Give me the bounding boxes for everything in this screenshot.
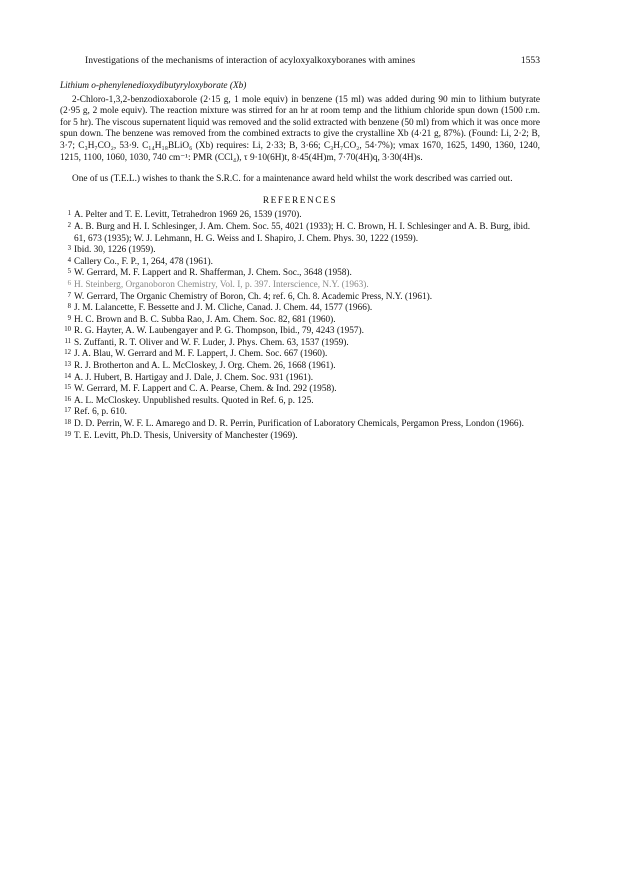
reference-item [60, 268, 540, 280]
reference-number: 2 [67, 221, 71, 229]
reference-number: 3 [67, 245, 71, 253]
reference-item [60, 315, 540, 327]
reference-number: 6 [67, 279, 71, 287]
reference-text: J. M. Lalancette, F. Bessette and J. M. Cliche, Canad. J. Chem. 44, 1577 (1966). [74, 303, 373, 314]
reference-item [60, 280, 540, 292]
reference-item [60, 292, 540, 304]
reference-number: 9 [67, 314, 71, 322]
reference-text: H. Steinberg, Organoboron Chemistry, Vol. I, p. 397. Interscience, N.Y. (1963). [74, 279, 369, 290]
reference-text: Callery Co., F. P., 1, 264, 478 (1961). [74, 256, 213, 267]
reference-item [60, 257, 540, 269]
running-title: Investigations of the mechanisms of interaction of acyloxyalkoxyboranes with amines [85, 55, 416, 66]
reference-item [60, 210, 540, 222]
reference-text: T. E. Levitt, Ph.D. Thesis, University of Manchester (1969). [74, 430, 298, 441]
reference-number: 4 [67, 256, 71, 264]
reference-number: 11 [64, 337, 71, 345]
acknowledgement: One of us (T.E.L.) wishes to thank the S.R.C. for a maintenance award held whilst the work described was carried out. [72, 174, 513, 185]
reference-number: 5 [67, 268, 71, 276]
references-heading: REFERENCES [262, 195, 338, 206]
reference-number: 8 [67, 303, 71, 311]
reference-text: W. Gerrard, M. F. Lappert and R. Shafferman, J. Chem. Soc., 3648 (1958). [74, 268, 352, 279]
reference-number: 18 [64, 419, 71, 427]
reference-list [60, 210, 540, 442]
reference-item [60, 303, 540, 315]
experimental-paragraph: 2-Chloro-1,3,2-benzodioxaborole (2·15 g, 1 mole equiv) in benzene (15 ml) was added during 90 min to lithium butyrate (2·95 g, 2 mole equiv). The reaction mixture was stirred for an hr at room temp and the lithium chloride spun down (1500 r.m. for 5 hr). The viscous supernatent liquid was removed and the solid extracted with benzene (50 ml) from which it was once more spun down. The benzene was removed from the combined extracts to give the crystalline Xb (4·21 g, 87%). (Found: Li, 2·2; B, 3·7; C₃H₇CO₂, 53·9. C₁₄H₁₈BLiO₆ (Xb) requires: Li, 2·33; B, 3·66; C₃H₇CO₂, 54·7%); νmax 1670, 1625, 1490, 1360, 1240, 1215, 1100, 1060, 1030, 740 cm⁻¹: PMR (CCl₄), τ 9·10(6H)t, 8·45(4H)m, 7·70(4H)q, 3·30(4H)s. [60, 94, 540, 163]
reference-number: 17 [64, 407, 71, 415]
reference-text: H. C. Brown and B. C. Subba Rao, J. Am. Chem. Soc. 82, 681 (1960). [74, 314, 336, 325]
reference-item [60, 431, 540, 443]
reference-item [60, 407, 540, 419]
reference-number: 16 [64, 395, 71, 403]
reference-item [60, 419, 540, 431]
reference-text: W. Gerrard, The Organic Chemistry of Boron, Ch. 4; ref. 6, Ch. 8. Academic Press, N.Y. (1961). [74, 291, 433, 302]
reference-text: J. A. Blau, W. Gerrard and M. F. Lappert, J. Chem. Soc. 667 (1960). [74, 349, 328, 360]
reference-number: 13 [64, 361, 71, 369]
reference-text: Ref. 6, p. 610. [74, 407, 127, 418]
reference-text: R. G. Hayter, A. W. Laubengayer and P. G. Thompson, Ibid., 79, 4243 (1957). [74, 326, 364, 337]
page-body [60, 81, 540, 442]
reference-number: 10 [64, 326, 71, 334]
reference-number: 15 [64, 384, 71, 392]
reference-text: A. B. Burg and H. I. Schlesinger, J. Am. Chem. Soc. 55, 4021 (1933); H. C. Brown, H. I. Schlesinger and A. B. Burg, ibid. 61, 673 (1935); W. J. Lehmann, H. G. Weiss and I. Shapiro, J. Chem. Phys. 30, 1222 (1959). [74, 221, 531, 244]
reference-item [60, 373, 540, 385]
reference-text: A. Pelter and T. E. Levitt, Tetrahedron 1969 26, 1539 (1970). [74, 210, 302, 221]
reference-text: A. J. Hubert, B. Hartigay and J. Dale, J. Chem. Soc. 931 (1961). [74, 372, 314, 383]
reference-item [60, 338, 540, 350]
reference-item [60, 245, 540, 257]
reference-item [60, 222, 540, 245]
reference-text: Ibid. 30, 1226 (1959). [74, 245, 156, 256]
section-title: Lithium o-phenylenedioxydibutyryloxyborate (Xb) [60, 81, 247, 91]
reference-item [60, 396, 540, 408]
reference-item [60, 326, 540, 338]
reference-item [60, 349, 540, 361]
reference-item [60, 384, 540, 396]
reference-number: 7 [67, 291, 71, 299]
reference-text: A. L. McCloskey. Unpublished results. Quoted in Ref. 6, p. 125. [74, 395, 314, 406]
reference-text: R. J. Brotherton and A. L. McCloskey, J. Org. Chem. 26, 1668 (1961). [74, 361, 336, 372]
reference-item [60, 361, 540, 373]
reference-number: 12 [64, 349, 71, 357]
page-number: 1553 [520, 55, 540, 66]
reference-number: 1 [67, 210, 71, 218]
reference-text: W. Gerrard, M. F. Lappert and C. A. Pearse, Chem. & Ind. 292 (1958). [74, 384, 337, 395]
reference-text: S. Zuffanti, R. T. Oliver and W. F. Luder, J. Phys. Chem. 63, 1537 (1959). [74, 337, 349, 348]
reference-text: D. D. Perrin, W. F. L. Amarego and D. R. Perrin, Purification of Laboratory Chemicals, Pergamon Press, London (1966). [74, 419, 524, 430]
reference-number: 19 [64, 430, 71, 438]
reference-number: 14 [64, 372, 71, 380]
